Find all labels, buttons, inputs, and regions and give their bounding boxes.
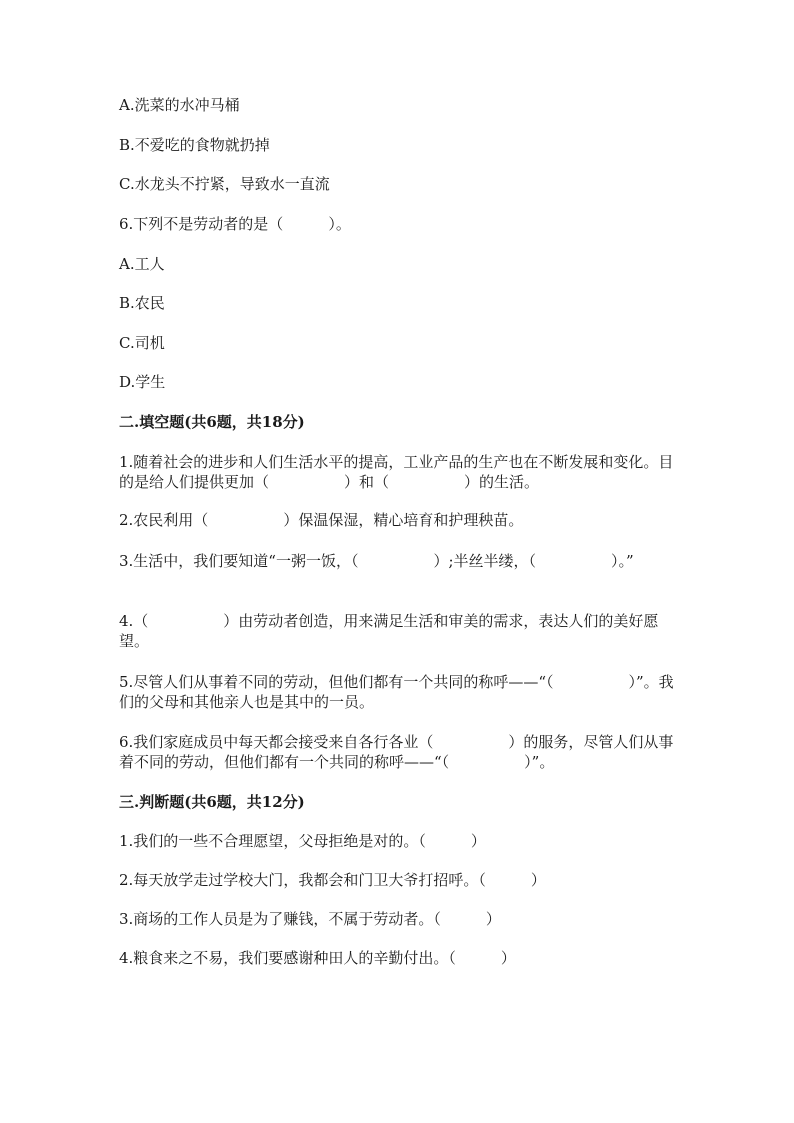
q6-option-b: B.农民 — [119, 294, 165, 312]
fill-question-1: 1.随着社会的进步和人们生活水平的提高，工业产品的生产也在不断发展和变化。目的是给人们提供更加（ ）和（ ）的生活。 — [119, 453, 674, 491]
q5-option-a: A.洗菜的水冲马桶 — [119, 96, 240, 114]
q5-option-b: B.不爱吃的食物就扔掉 — [119, 136, 270, 154]
judge-question-3: 3.商场的工作人员是为了赚钱，不属于劳动者。（ ） — [119, 910, 501, 928]
fill-question-4: 4.（ ）由劳动者创造，用来满足生活和审美的需求，表达人们的美好愿望。 — [119, 612, 659, 650]
fill-question-2: 2.农民利用（ ）保温保湿，精心培育和护理秧苗。 — [119, 511, 524, 529]
section2-heading: 二.填空题(共6题，共18分) — [119, 413, 305, 431]
judge-question-4: 4.粮食来之不易，我们要感谢种田人的辛勤付出。（ ） — [119, 949, 516, 967]
q6-option-a: A.工人 — [119, 255, 165, 273]
judge-question-2: 2.每天放学走过学校大门，我都会和门卫大爷打招呼。（ ） — [119, 871, 546, 889]
fill-question-3: 3.生活中，我们要知道“一粥一饭，（ ）;半丝半缕，（ ）。” — [119, 552, 634, 570]
fill-question-6: 6.我们家庭成员中每天都会接受来自各行各业（ ）的服务，尽管人们从事着不同的劳动，但他们都有一个共同的称呼——“（ ）”。 — [119, 733, 674, 771]
q5-option-c: C.水龙头不拧紧，导致水一直流 — [119, 175, 330, 193]
section3-heading: 三.判断题(共6题，共12分) — [119, 793, 305, 811]
q6-option-c: C.司机 — [119, 334, 165, 352]
judge-question-1: 1.我们的一些不合理愿望，父母拒绝是对的。（ ） — [119, 832, 486, 850]
q6-stem: 6.下列不是劳动者的是（ ）。 — [119, 215, 351, 233]
q6-option-d: D.学生 — [119, 373, 166, 391]
fill-question-5: 5.尽管人们从事着不同的劳动，但他们都有一个共同的称呼——“（ ）”。我们的父母和其他亲人也是其中的一员。 — [119, 673, 674, 711]
